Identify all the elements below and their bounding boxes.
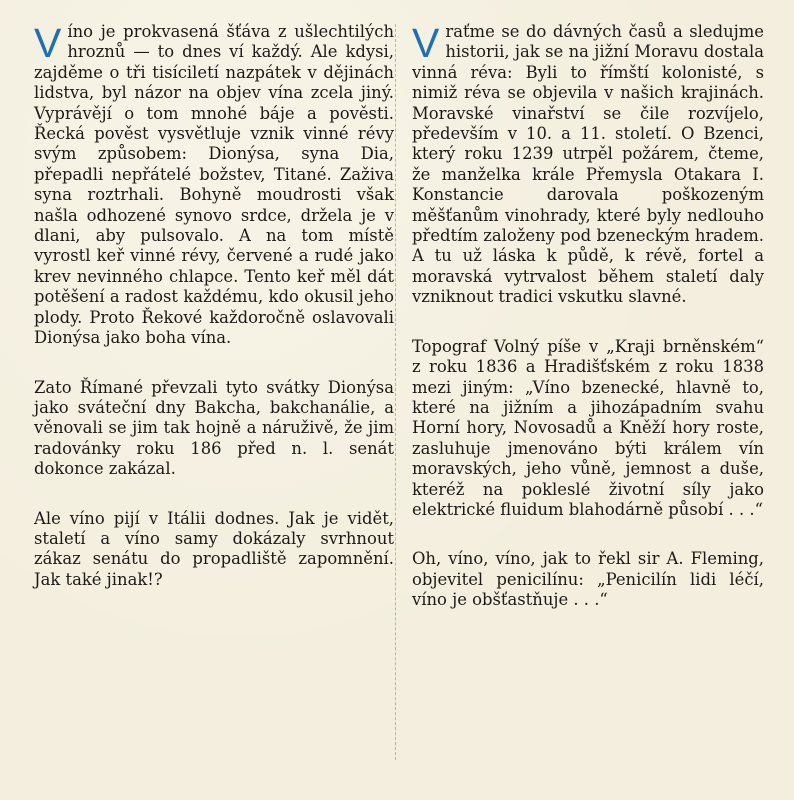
paragraph-wine-origin-myth bbox=[34, 22, 394, 349]
column-divider bbox=[395, 24, 397, 760]
paragraph-text: Ale víno pijí v Itálii dodnes. Jak je vidět, staletí a víno samy dokázaly svrhnout zákaz senátu do propadliště zapomnění. Jak také jinak!? bbox=[34, 508, 394, 589]
paragraph-topograph-quote bbox=[412, 337, 764, 521]
paragraph-italy-today bbox=[34, 509, 394, 591]
paragraph-text: Oh, víno, víno, jak to řekl sir A. Fleming, objevitel penicilínu: „Penicilín lidi léčí, víno je obšťastňuje . . .“ bbox=[412, 549, 764, 610]
paragraph-fleming-quote bbox=[412, 549, 764, 610]
paragraph-text: raťme se do dávných časů a sledujme historii, jak se na jižní Moravu dostala vinná réva: Byli to římští kolonisté, s nimiž réva se objevila v našich krajinách. Moravské vinařství se čile rozvíjelo, především v 10. a 11. století. O Bzenci, který roku 1239 utrpěl požárem, čteme, že manželka krále Přemysla Otakara I. Konstancie darovala poškozeným měšťanům vinohrady, které byly nedlouho předtím založeny pod bzeneckým hradem. A tu už láska k půdě, k révě, fortel a moravská vytrvalost během staletí daly vzniknout tradici vskutku slavné. bbox=[412, 22, 764, 307]
paragraph-romans-bacchanalia bbox=[34, 378, 394, 480]
paragraph-text: Topograf Volný píše v „Kraji brněnském“ z roku 1836 a Hradišťském z roku 1838 mezi jiným: „Víno bzenecké, hlavně to, které na jižním a jihozápadním svahu Horní hory, Novosadů a Kněží hory roste, zasluhuje jmenováno býti králem vín moravských, jeho vůně, jemnost a duše, kteréž na pokleslé životní síly jako elektrické fluidum blahodárně působí . . .“ bbox=[412, 336, 764, 519]
paragraph-text: íno je prokvasená šťáva z ušlechtilých hroznů — to dnes ví každý. Ale kdysi, zajděme o tři tisíciletí nazpátek v dějinách lidstva, byl názor na objev vína zcela jiný. Vyprávějí o tom mnohé báje a pověsti. Řecká pověst vysvětluje vznik vinné révy svým způsobem: Dionýsa, syna Dia, přepadli nepřátelé božstev, Titané. Zaživa syna roztrhali. Bohyně moudrosti však našla odhozené synovo srdce, držela je v dlani, aby pulsovalo. A na tom místě vyrostl keř vinné révy, červené a rudé jako krev nevinného chlapce. Tento keř měl dát potěšení a radost každému, kdo okusil jeho plody. Proto Řekové každoročně oslavovali Dionýsa jako boha vína. bbox=[34, 22, 394, 348]
right-column bbox=[412, 22, 764, 640]
drop-cap: V bbox=[34, 20, 62, 66]
paragraph-moravian-history bbox=[412, 22, 764, 308]
left-column bbox=[34, 22, 394, 619]
drop-cap: V bbox=[412, 20, 440, 66]
paragraph-text: Zato Římané převzali tyto svátky Dionýsa jako sváteční dny Bakcha, bakchanálie, a věnovali se jim tak hojně a náruživě, že jim radovánky roku 186 před n. l. senát dokonce zakázal. bbox=[34, 377, 394, 479]
